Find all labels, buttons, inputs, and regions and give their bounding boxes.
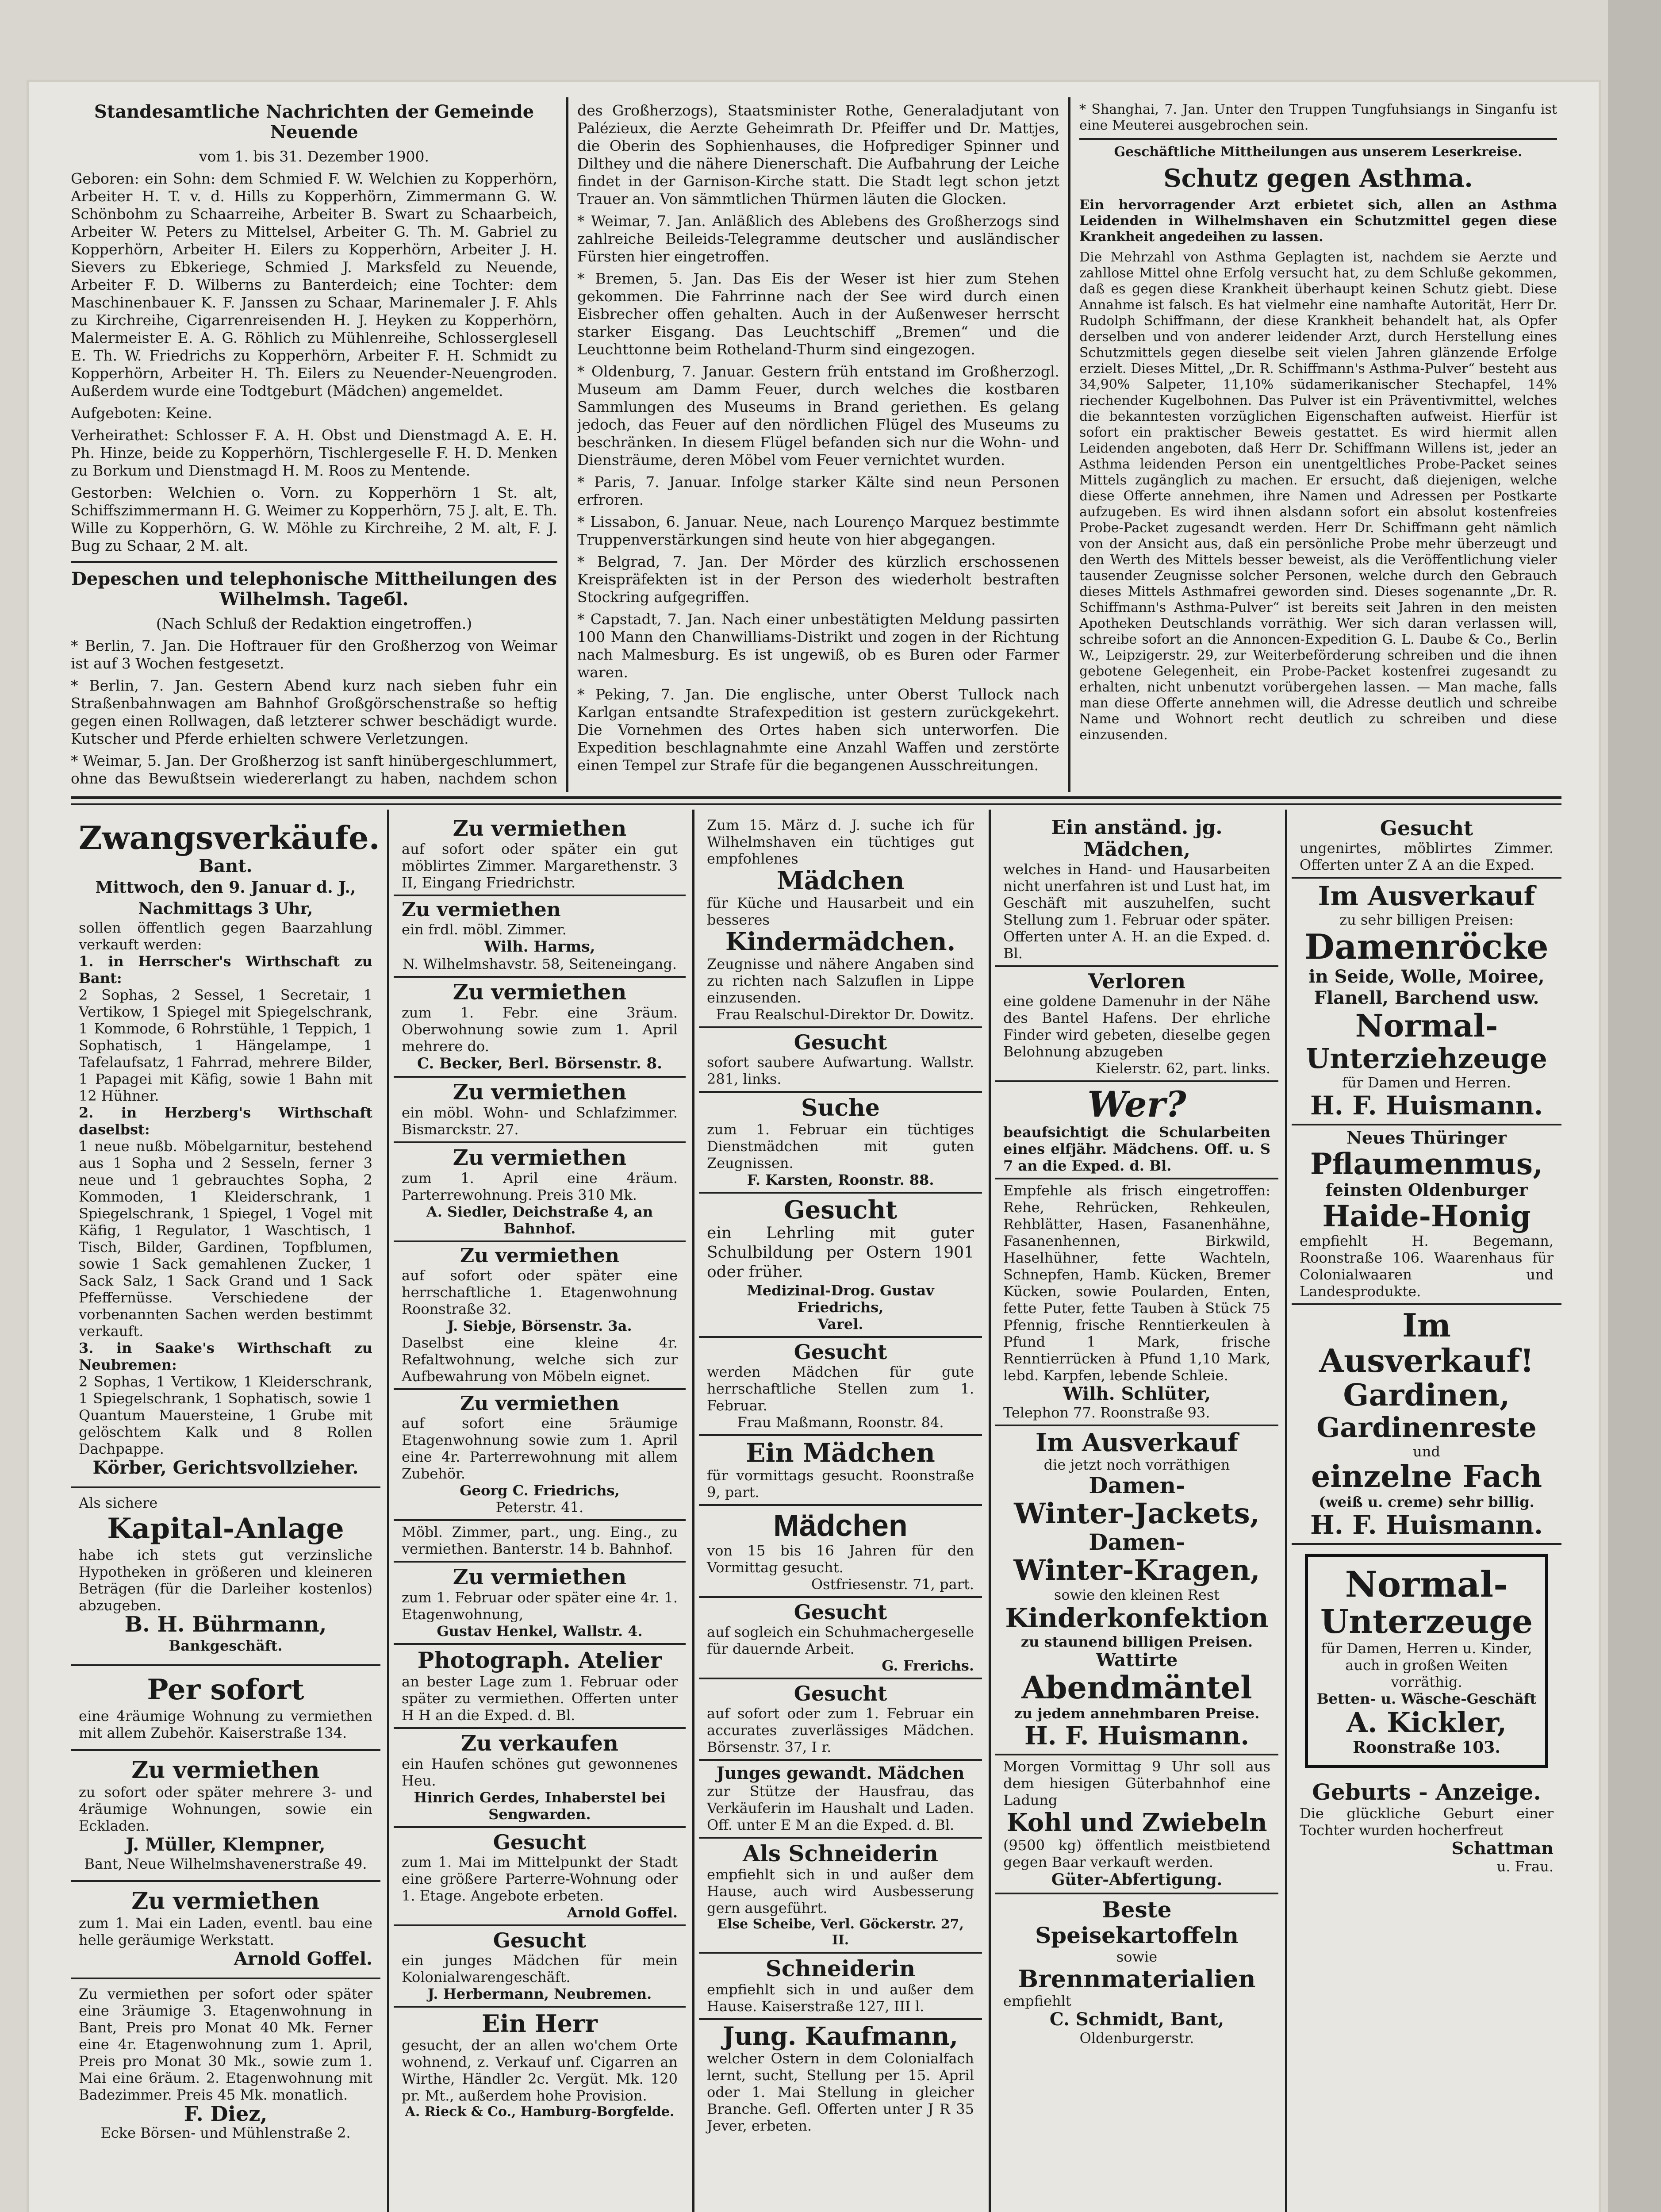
wanted-signature-d8: G. Frerichs. [882,1657,974,1674]
fuel-title: Brennmaterialien [1018,1965,1256,1993]
furnished-room-text: Möbl. Zimmer, part., ung. Eing., zu vermiethen. Banterstr. 14 b. Bahnhof. [402,1524,678,1557]
rent-text-b4: ein möbl. Wohn- und Schlafzimmer. Bismarckstr. 27. [402,1104,678,1138]
clearance-title: Im Ausverkauf [1035,1428,1239,1457]
rent-text-b7: auf sofort eine 5räumige Etagenwohnung sowie zum 1. April eine 4r. Parterrewohnung mit allem Zubehör. [402,1415,678,1482]
girl-text-d7: von 15 bis 16 Jahren für den Vormittag gesucht. [707,1542,974,1576]
asthma-lead: Ein hervorragender Arzt erbietet sich, allen an Asthma Leidenden in Wilhelmshaven ein Schutzmittel gegen diese Krankheit angedeihen zu lassen. [1079,197,1557,245]
atelier-text: an bester Lage zum 1. Februar oder später zu vermiethen. Offerten unter H H an die Exped. d. Bl. [402,1673,678,1724]
maid-intro: Zum 15. März d. J. suche ich für Wilhelmshaven ein tüchtiges gut empfohlenes [707,817,974,867]
cabbage-text: Morgen Vormittag 9 Uhr soll aus dem hiesigen Güterbahnhof eine Ladung [1003,1758,1270,1809]
rent-text-a5: zum 1. Mai ein Laden, eventl. bau eine helle geräumige Werkstatt. [79,1915,372,1948]
clearance-line-5: sowie den kleinen Rest [1054,1586,1220,1603]
rent-address-b7: Peterstr. 41. [495,1499,584,1516]
rent-title-b1: Zu vermiethen [453,816,627,841]
dispatch-weimar-2: * Weimar, 7. Jan. Anläßlich des Ablebens des Großherzogs sind zahlreiche Beileids-Telegramme deutscher und ausländischer Fürsten hier eingetroffen. [577,212,1059,265]
asthma-title: Schutz gegen Asthma. [1163,164,1473,193]
news-column-3 [1079,102,1557,787]
sale-line-for: für Damen und Herren. [1342,1074,1511,1091]
banns-text: Aufgeboten: Keine. [71,404,212,422]
dispatch-lissabon: * Lissabon, 6. Januar. Neue, nach Lourenço Marquez bestimmte Truppenverstärkungen sind heute von hier abgegangen. [577,513,1059,548]
wanted-text-b12: zum 1. Mai im Mittelpunkt der Stadt eine größere Parterre-Wohnung oder 1. Etage. Angebote erbeten. [402,1854,678,1904]
maid-title: Mädchen [776,866,905,895]
forced-sales-section-1-text: 2 Sophas, 2 Sessel, 1 Secretair, 1 Vertikow, 1 Spiegel mit Spiegelschrank, 1 Kommode, 6 Rohrstühle, 1 Teppich, 1 Sophatisch, 1 Hängelampe, 1 Tafelaufsatz, 1 Fahrrad, mehrere Bilder, 1 Papagei mit Käfig, sowie 1 Bahn mit 12 Hühner. [79,987,372,1104]
young-girl-text: zur Stütze der Hausfrau, das Verkäuferin im Haushalt und Laden. Off. unter E M an die Exped. d. Bl. [707,1783,974,1833]
rent-signature-b6: J. Siebje, Börsenstr. 3a. [447,1317,632,1334]
potatoes-sub: sowie [1116,1948,1158,1965]
capital-pre: Als sichere [79,1494,158,1511]
rent-title-b3: Zu vermiethen [453,980,627,1005]
wanted-signature-d5: Frau Maßmann, Roonstr. 84. [737,1414,944,1431]
fuel-address: Oldenburgerstr. [1079,2030,1194,2047]
seamstress-title-d11: Als Schneiderin [743,1840,938,1866]
ads-column-2 [394,814,686,2212]
lost-text: eine goldene Damenuhr in der Nähe des Bantel Hafens. Der ehrliche Finder wird gebeten, dieselbe gegen Belohnung abzugeben [1003,993,1270,1060]
forced-sales-section-2: 2. in Herzberg's Wirthschaft daselbst: [79,1104,372,1138]
wanted-text-d2: sofort saubere Aufwartung. Wallstr. 281, links. [707,1054,974,1087]
column-rule [1068,97,1070,792]
curtain-line-1: Gardinen, [1343,1378,1510,1413]
sale-line-fabrics: in Seide, Wolle, Moiree, Flanell, Barchend usw. [1308,966,1545,1008]
rent-text-b9: zum 1. Februar oder später eine 4r. 1. Etagenwohnung, [402,1589,678,1623]
cabbage-signature: Güter-Abfertigung. [1051,1870,1223,1889]
per-sofort-title: Per sofort [147,1673,304,1706]
wanted-signature-b13: J. Herbermann, Neubremen. [427,1985,652,2002]
rent-signature-b2: Wilh. Harms, [484,938,595,956]
seamstress-text-d11: empfiehlt sich in und außer dem Hause, auch wird Ausbesserung gern ausgeführt. [707,1866,974,1916]
normal-address: Roonstraße 103. [1353,1738,1500,1757]
rent-text-b2: ein frdl. möbl. Zimmer. [402,921,567,938]
birth-signature-2: u. Frau. [1496,1858,1554,1875]
dispatches-title: Depeschen und telephonische Mittheilungen des Wilhelmsh. Tageбl. [71,568,557,610]
clearance-signature: H. F. Huismann. [1024,1721,1249,1751]
business-rubric: Geschäftliche Mittheilungen aus unserem Leserkreise. [1114,144,1523,160]
sale-line-skirts: Damenröcke [1304,927,1549,967]
newspaper-page [27,80,1601,2212]
dispatch-oldenburg: * Oldenburg, 7. Januar. Gestern früh entstand im Großherzogl. Museum am Damm Feuer, durch welches die kostbaren Sammlungen des Museums in Brand geriethen. Es gelang jedoch, das Feuer auf den nördlichen Flügel des Museums zu beschränken. In diesem Flügel befanden sich nur die Wohn- und Diensträume, deren Möbel vom Feuer vernichtet wurden. [577,363,1059,469]
gentleman-title: Ein Herr [481,2009,598,2038]
forced-sales-title: Zwangsverkäufe. [79,819,380,856]
birth-text: Die glückliche Geburt einer Tochter wurden hocherfreut [1300,1805,1554,1839]
ads-column-rule [989,810,991,2212]
rent-text-b6-extra: Daselbst eine kleine 4r. Refaltwohnung, welche sich zur Aufbewahrung von Möbeln eignet. [402,1334,678,1385]
ads-column-rule [387,810,389,2212]
rent-text-b1: auf sofort oder später ein gut möblirtes Zimmer. Margarethenstr. 3 II, Eingang Friedrichstr. [402,841,678,891]
decent-girl-title: Ein anständ. jg. Mädchen, [1051,816,1223,861]
clearance-line-2: Winter-Jackets, [1014,1497,1260,1530]
maid-signature: Frau Realschul-Direktor Dr. Dowitz. [716,1006,974,1023]
ads-column-4 [995,814,1278,2212]
curtain-line-5: (weiß u. creme) sehr billig. [1319,1494,1534,1510]
search-title-d3: Suche [801,1094,880,1121]
decent-girl-text: welches in Hand- und Hausarbeiten nicht unerfahren ist und Lust hat, im Geschäft mit auszuhelfen, sucht Stellung zum 1. Februar oder später. Offerten unter A. H. an die Exped. d. Bl. [1003,861,1270,962]
forced-sales-signature: Körber, Gerichtsvollzieher. [92,1457,359,1478]
wanted-title-b12: Gesucht [493,1830,587,1854]
rent-address-a4: Bant, Neue Wilhelmshavenerstraße 49. [84,1855,367,1872]
plum-pre: Neues Thüringer [1346,1128,1507,1148]
seamstress-signature-d11: Else Scheibe, Verl. Göckerstr. 27, II. [717,1916,964,1948]
normal-pre: Betten- u. Wäsche-Geschäft [1316,1690,1537,1707]
curtain-line-2: Gardinenreste [1316,1411,1537,1444]
page-edge-shadow [1608,0,1661,2212]
clearance-line-9: Abendmäntel [1021,1669,1252,1706]
forced-sales-section-3-text: 2 Sophas, 1 Vertikow, 1 Kleiderschrank, 1 Spiegelschrank, 1 Sophatisch, sowie 1 Quantum Mauersteine, 1 Grube mit gelöschtem Kalk und 8 Rollen Dachpappe. [79,1373,372,1457]
forced-sales-intro: sollen öffentlich gegen Baarzahlung verkauft werden: [79,919,372,953]
wanted-address-d4: Varel. [817,1316,863,1333]
clearance-line-3: Damen- [1089,1529,1185,1555]
ads-column-5 [1292,814,1561,2212]
normal-signature: A. Kickler, [1346,1706,1507,1739]
wanted-title-b13: Gesucht [493,1928,587,1952]
capital-text: habe ich stets gut verzinsliche Hypotheken in größeren und kleineren Beträgen (für die Darleiher kostenlos) abzugeben. [79,1547,372,1614]
cabbage-title: Kohl und Zwiebeln [1006,1808,1267,1837]
birth-signature: Schattman [1451,1838,1554,1858]
search-signature-d3: F. Karsten, Roonstr. 88. [747,1171,934,1188]
wanted-signature-b12: Arnold Goffel. [567,1904,678,1921]
forced-sales-place: Bant. [199,856,253,876]
fuel-pre: empfiehlt [1003,1993,1071,2009]
rent-signature-b7: Georg C. Friedrichs, [460,1482,620,1499]
dispatch-berlin-1: * Berlin, 7. Jan. Die Hoftrauer für den Großherzog von Weimar ist auf 3 Wochen festgesetzt. [71,637,557,672]
sale-signature-f2: H. F. Huismann. [1310,1091,1543,1121]
rent-text-a4: zu sofort oder später mehrere 3- und 4räumige Wohnungen, sowie ein Eckladen. [79,1784,372,1834]
per-sofort-text: eine 4räumige Wohnung zu vermiethen mit allem Zubehör. Kaiserstraße 134. [79,1708,372,1741]
dispatch-weimar-cont: des Großherzogs), Staatsminister Rothe, Generaladjutant von Palézieux, die Aerzte Geheimrath Dr. Pfeiffer und Dr. Mattjes, die Oberin des Sophienhauses, die Hofprediger Spinner und Dilthey und die nähere Dienerschaft. Die Aufbahrung der Leiche findet in der Garnison-Kirche statt. Die Stadt legt schon jetzt Trauer an. Von sämmtlichen Thürmen läuten die Glocken. [577,102,1059,207]
clearance-line-6: Kinderkonfektion [1005,1603,1269,1634]
merchant-text: welcher Ostern in dem Colonialfach lernt, sucht, Stellung per 15. April oder 1. Mai Stellung in gleicher Branche. Gefl. Offerten unter J R 35 Jever, erbeten. [707,2050,974,2134]
sale-text-b11: ein Haufen schönes gut gewonnenes Heu. [402,1755,678,1789]
rent-text-b6: auf sofort oder später eine herrschaftliche 1. Etagenwohnung Roonstraße 32. [402,1267,678,1317]
cabbage-text-2: (9500 kg) öffentlich meistbietend gegen Baar verkauft werden. [1003,1837,1270,1870]
sale-title-f2: Im Ausverkauf [1318,881,1535,912]
rent-title-b6: Zu vermiethen [460,1244,619,1267]
capital-signature: B. H. Bührmann, [124,1612,327,1637]
clearance-sub: die jetzt noch vorräthigen [1043,1456,1230,1473]
asthma-body: Die Mehrzahl von Asthma Geplagten ist, nachdem sie Aerzte und zahllose Mittel ohne Erfolg versucht hat, zu dem Schluße gekommen, daß es gegen diese Krankheit überhaupt keinen Schutz giebt. Diese Annahme ist falsch. Es hat vielmehr eine namhafte Autorität, Herr Dr. Rudolph Schiffmann, der diese Krankheit behandelt hat, als Opfer derselben und von anderer leidender Arzt, durch Herstellung eines Schutzmittels gegen dieselbe seit vielen Jahren glänzende Erfolge erzielt. Dieses Mittel, „Dr. R. Schiffmann's Asthma-Pulver“ besteht aus 34,90% Salpeter, 11,10% südamerikanischer Stechapfel, 14% riechender Kugelbohnen. Das Pulver ist ein Präventivmittel, welches die bekanntesten vorzüglichen Eigenschaften aufweist. Hierfür ist sofort ein praktischer Beweis gestattet. Es wird hiermit allen Leidenden angeboten, daß Herr Dr. Schiffmann Willens ist, jeder an Asthma leidenden Person ein unentgeltliches Probe-Packet seines Mittels zugänglich zu machen. Er ersucht, daß diejenigen, welche diese Offerte annehmen, ihre Namen und Adressen per Postkarte aufzugeben. Es wird ihnen alsdann sofort ein absolut kostenfreies Probe-Packet zugesandt werden. Herr Dr. Schiffmann geht nämlich von der Ansicht aus, daß ein persönliche Probe mehr überzeugt und den Werth des Mittels besser beweist, als die Veröffentlichung vieler tausender Zeugnisse solcher Personen, welche durch den Gebrauch dieses Mittels Asthmafrei geworden sind. Dieses sogenannte „Dr. R. Schiffmann's Asthma-Pulver“ ist bereits seit Jahren in den meisten Apotheken Deutschlands vorräthig. Wer sich daran verlassen will, schreibe sofort an die Annoncen-Expedition G. L. Daube & Co., Berlin W., Leipzigerstr. 29, zur Weiterbeförderung schreiben und die ihnen gebotene Gelegenheit, ein Probe-Packet kostenfrei zugesandt zu erhalten, nicht unbenutzt vorübergehen lassen. — Man mache, falls man diese Offerte annehmen will, die Adresse deutlich und schreibe Name und Wohnort recht deutlich zu schreiben und diese einzusenden. [1079,250,1557,743]
rent-signature-b5: A. Siedler, Deichstraße 4, an Bahnhof. [426,1203,653,1237]
ads-column-3 [699,814,982,2212]
clearance-line-10: zu jedem annehmbaren Preise. [1014,1705,1260,1722]
rent-title-a5: Zu vermiethen [131,1888,320,1915]
dispatch-peking: * Peking, 7. Jan. Die englische, unter Oberst Tullock nach Karlgan entsandte Strafexpedition ist gestern zurückgekehrt. Die Vornehmen des Ortes haben sich unterworfen. Die Expedition beschlagnahmte eine Anzahl Waffen und zerstörte einen Tempel zur Strafe für die begangenen Ausschreitungen. [577,686,1059,774]
forced-sales-section-2-text: 1 neue nußb. Möbelgarnitur, bestehend aus 1 Sopha und 2 Sesseln, ferner 3 neue und 1 gebrauchtes Sopha, 2 Kommoden, 1 Kleiderschrank, 1 Spiegelschrank, 1 Spiegel, 1 Vogel mit Käfig, 1 Regulator, 1 Waschtisch, 1 Tisch, Bilder, Gardinen, Topfblumen, sowie 1 Sack gemahlenen Zucker, 1 Sack Salz, 1 Sack Grand und 1 Sack Pfeffernüsse. Verschiedene der vorbenannten Sachen werden bestimmt verkauft. [79,1138,372,1340]
plum-title: Pflaumenmus, [1310,1147,1543,1181]
normal-title-2: Unterzeuge [1320,1603,1533,1641]
girl-text-d6: für vormittags gesucht. Roonstraße 9, part. [707,1467,974,1501]
clearance-line-4: Winter-Kragen, [1013,1554,1260,1587]
forced-sales-section-1: 1. in Herrscher's Wirthschaft zu Bant: [79,953,372,987]
clearance-line-7: zu staunend billigen Preisen. [1020,1633,1253,1650]
deaths-text: Gestorben: Welchien o. Vorn. zu Kopperhörn 1 St. alt, Schiffszimmermann H. G. Weimer zu Kopperhörn, 75 J. alt, E. Th. Wille zu Kopperhörn, G. W. Möhle zu Kirchreihe, 2 M. alt, F. J. Bug zu Schaar, 2 M. alt. [71,484,557,554]
wanted-text-d4: ein Lehrling mit guter Schulbildung per Ostern 1901 oder früher. [707,1224,974,1281]
sale-line-normal: Normal- [1355,1007,1498,1044]
rent-signature-a4: J. Müller, Klempner, [126,1834,326,1855]
capital-title: Kapital-Anlage [107,1512,344,1545]
wanted-title-d4: Gesucht [783,1195,898,1225]
sale-line-underwear: Unterziehzeuge [1306,1042,1547,1075]
curtain-line-3: und [1413,1443,1440,1460]
game-address: Telephon 77. Roonstraße 93. [1003,1404,1210,1421]
rent-signature-b3: C. Becker, Berl. Börsenstr. 8. [417,1055,662,1072]
merchant-title: Jung. Kaufmann, [722,2022,959,2051]
rent-title-a4: Zu vermiethen [131,1757,320,1784]
lost-title: Verloren [1088,969,1186,993]
nanny-title: Kindermädchen. [725,927,956,956]
ads-column-1 [71,814,380,2212]
wanted-text-d9: auf sofort oder zum 1. Februar ein accurates zuverlässiges Mädchen. Börsenstr. 37, I r. [707,1705,974,1755]
dispatch-paris: * Paris, 7. Januar. Infolge starker Kälte sind neun Personen erfroren. [577,473,1059,508]
rent-title-b4: Zu vermiethen [453,1080,627,1105]
rent-title-b7: Zu vermiethen [460,1392,619,1415]
dispatch-shanghai: * Shanghai, 7. Jan. Unter den Truppen Tungfuhsiangs in Singanfu ist eine Meuterei ausgebrochen sein. [1079,102,1557,133]
dispatch-belgrad: * Belgrad, 7. Jan. Der Mörder des kürzlich erschossenen Kreispräfekten ist in der Person des wiederholt bestraften Stockring aufgegriffen. [577,553,1059,606]
curtain-sale-title: Im Ausverkauf! [1319,1306,1534,1379]
section-divider [1079,138,1557,140]
wanted-title-d5: Gesucht [794,1340,887,1364]
sale-sub-f2: zu sehr billigen Preisen: [1339,911,1514,928]
rent-text-b5: zum 1. April eine 4räum. Parterrewohnung. Preis 310 Mk. [402,1170,678,1203]
honey-pre: feinsten Oldenburger [1325,1180,1528,1200]
news-column-2 [577,102,1059,787]
dispatch-capstadt: * Capstadt, 7. Jan. Nach einer unbestätigten Meldung passirten 100 Mann den Chanwilliams-Distrikt und zogen in der Richtung nach Malmesburg. Es ist ungewiß, ob es Buren oder Farmer waren. [577,611,1059,681]
dispatch-bremen: * Bremen, 5. Jan. Das Eis der Weser ist hier zum Stehen gekommen. Die Fahrrinne nach der See wird durch einen Eisbrecher offen gehalten. Auch in der Außenweser herrscht starker Eisgang. Das Leuchtschiff „Bremen“ und die Leuchttonne beim Rotheland-Thurm sind eingezogen. [577,270,1059,358]
top-section-rule-2 [71,803,1561,805]
forced-sales-date: Mittwoch, den 9. Januar d. J., Nachmittags 3 Uhr, [95,878,356,918]
wanted-text-b13: ein junges Mädchen für mein Kolonialwarengeschäft. [402,1952,678,1985]
births-text: Geboren: ein Sohn: dem Schmied F. W. Welchien zu Kopperhörn, Arbeiter H. T. v. d. Hills zu Kopperhörn, Zimmermann G. W. Schönbohm zu Schaarreihe, Arbeiter B. Swart zu Schaarbeich, Arbeiter W. Peters zu Mittelsel, Arbeiter G. Th. M. Gabriel zu Kopperhörn, Arbeiter H. Eilers zu Kopperhörn, Arbeiter J. H. Sievers zu Ebkeriege, Schmied J. Marksfeld zu Neuende, Arbeiter F. D. Wilberns zu Banterdeich; eine Tochter: dem Maschinenbauer K. F. Janssen zu Schaar, Marinemaler J. F. Ahls zu Kirchreihe, Cigarrenreisenden H. J. Heyken zu Kopperhörn, Malermeister E. A. G. Röhlich zu Mühlenreihe, Schlosserglesell E. Th. W. Friedrichs zu Kopperhörn, Arbeiter F. H. Schmidt zu Kopperhörn, Arbeiter H. Th. Eilers zu Neuender-Neuengroden. Außerdem wurde eine Todtgeburt (Mädchen) angemeldet. [71,170,557,399]
game-text: Empfehle als frisch eingetroffen: Rehe, Rehrücken, Rehkeulen, Rehblätter, Hasen, Fasanenhähne, Fasanenhennen, Birkwild, Haselhühner, fette Wachteln, Schnepfen, Hamb. Kücken, Bremer Kücken, sowie Poularden, Enten, fette Puter, fette Tauben à Stück 75 Pfennig, frische Renntierkeulen à Pfund 1 Mark, frische Renntierrücken à Pfund 1,10 Mark, lebd. Karpfen, lebende Schleie. [1003,1182,1270,1384]
atelier-title: Photograph. Atelier [417,1647,662,1673]
rent-title-b5: Zu vermiethen [453,1145,627,1170]
dispatch-weimar-1: * Weimar, 5. Jan. Der Großherzog ist sanft hinübergeschlummert, ohne das Bewußtsein wiedererlangt zu haben, nachdem schon [71,752,557,787]
game-signature: Wilh. Schlüter, [1063,1383,1211,1404]
birth-title: Geburts - Anzeige. [1312,1779,1541,1805]
who-title: Wer? [1087,1083,1186,1125]
wanted-text-d8: auf sogleich ein Schuhmachergeselle für dauernde Arbeit. [707,1624,974,1657]
dispatch-berlin-2: * Berlin, 7. Jan. Gestern Abend kurz nach sieben fuhr ein Straßenbahnwagen am Bahnhof Großgörschenstraße so heftig gegen einen Rollwagen, daß letzterer schwer beschädigt wurde. Kutscher und Pferde erhielten schwere Verletzungen. [71,677,557,747]
maid-text-2: für Küche und Hausarbeit und ein besseres [707,895,974,928]
wanted-text-d5: werden Mädchen für gute herrschaftliche Stellen zum 1. Februar. [707,1363,974,1414]
rent-address-b2: N. Wilhelmshavstr. 58, Seiteneingang. [403,956,677,972]
civil-registry-period: vom 1. bis 31. Dezember 1900. [199,148,429,165]
search-text-d3: zum 1. Februar ein tüchtiges Dienstmädchen mit guten Zeugnissen. [707,1121,974,1171]
rent-text-a6: Zu vermiethen per sofort oder später eine 3räumige 3. Etagenwohnung in Bant, Preis pro Monat 40 Mk. Ferner eine 4r. Etagenwohnung zum 1. April, Preis pro Monat 30 Mk., sowie zum 1. Mai eine 6räum. 2. Etagenwohnung mit Badezimmer. Preis 45 Mk. monatlich. [79,1985,372,2103]
lost-address: Kielerstr. 62, part. links. [1095,1060,1270,1077]
sale-title-b11: Zu verkaufen [461,1731,618,1756]
dispatches-note: (Nach Schluß der Redaktion eingetroffen.) [156,615,472,632]
potatoes-title: Beste Speisekartoffeln [1035,1897,1239,1948]
column-rule [566,97,568,792]
who-text: beaufsichtigt die Schularbeiten eines elfjähr. Mädchens. Off. u. S 7 an die Exped. d. Bl. [1003,1124,1270,1174]
rent-text-b3: zum 1. Febr. eine 3räum. Oberwohnung sowie zum 1. April mehrere do. [402,1004,678,1055]
maid-text-3: Zeugnisse und nähere Angaben sind zu richten nach Salzuflen in Lippe einzusenden. [707,956,974,1006]
girl-address-d7: Ostfriesenstr. 71, part. [811,1576,974,1593]
curtain-signature: H. F. Huismann. [1310,1510,1543,1540]
curtain-line-4: einzelne Fach [1311,1459,1542,1494]
seamstress-title-d12: Schneiderin [765,1955,916,1982]
normal-underwear-frame [1305,1554,1548,1768]
young-girl-title: Junges gewandt. Mädchen [716,1763,965,1783]
normal-text: für Damen, Herren u. Kinder, auch in großen Weiten vorräthig. [1321,1640,1532,1690]
wanted-signature-d4: Medizinal-Drog. Gustav Friedrichs, [747,1282,934,1316]
rent-signature-b9: Gustav Henkel, Wallstr. 4. [437,1623,643,1640]
civil-registry-title: Standesamtliche Nachrichten der Gemeinde Neuende [94,102,534,142]
marriages-text: Verheirathet: Schlosser F. A. H. Obst und Dienstmagd A. E. H. Ph. Hinze, beide zu Kopperhörn, Tischlergeselle F. H. D. Menken zu Borkum und Dienstmagd H. M. Roos zu Mentende. [71,426,557,479]
clearance-line-8: Wattirte [1096,1650,1178,1671]
rent-signature-a6: F. Diez, [184,2102,268,2126]
rent-address-a6: Ecke Börsen- und Mühlenstraße 2. [100,2124,351,2141]
wanted-text-f1: ungenirtes, möblirtes Zimmer. Offerten unter Z A an die Exped. [1300,840,1554,873]
fuel-signature: C. Schmidt, Bant, [1049,2009,1224,2030]
ads-column-rule [692,810,694,2212]
honey-text: empfiehlt H. Begemann, Roonstraße 106. Waarenhaus für Colonialwaaren und Landesprodukte. [1300,1233,1554,1300]
forced-sales-section-3: 3. in Saake's Wirthschaft zu Neubremen: [79,1340,372,1373]
girl-title-d6: Ein Mädchen [746,1438,935,1468]
rent-signature-a5: Arnold Goffel. [234,1948,372,1969]
wanted-title-f1: Gesucht [1380,816,1473,840]
clearance-line-1: Damen- [1089,1472,1185,1498]
rent-title-b2: Zu vermiethen [402,899,561,921]
gentleman-signature: A. Rieck & Co., Hamburg-Borgfelde. [405,2104,675,2120]
girl-title-d7: Mädchen [773,1508,908,1543]
normal-title: Normal- [1345,1563,1508,1605]
ads-column-rule [1285,810,1287,2212]
capital-signature-2: Bankgeschäft. [169,1637,283,1654]
honey-title: Haide-Honig [1322,1199,1531,1233]
seamstress-text-d12: empfiehlt sich in und außer dem Hause. Kaiserstraße 127, III l. [707,1981,974,2015]
gentleman-text: gesucht, der an allen wo'chem Orte wohnend, z. Verkauf unf. Cigarren an Wirthe, Händler 2c. Vergüt. Mk. 120 pr. Mt., außerdem hohe Provision. [402,2037,678,2104]
rent-title-b9: Zu vermiethen [453,1565,627,1590]
top-section-rule [71,796,1561,799]
news-column-1 [71,102,557,787]
section-divider [71,561,557,563]
sale-signature-b11: Hinrich Gerdes, Inhaberstel bei Sengwarden. [414,1789,666,1823]
wanted-title-d9: Gesucht [794,1682,887,1705]
wanted-title-d2: Gesucht [794,1030,887,1054]
wanted-title-d8: Gesucht [794,1600,887,1624]
